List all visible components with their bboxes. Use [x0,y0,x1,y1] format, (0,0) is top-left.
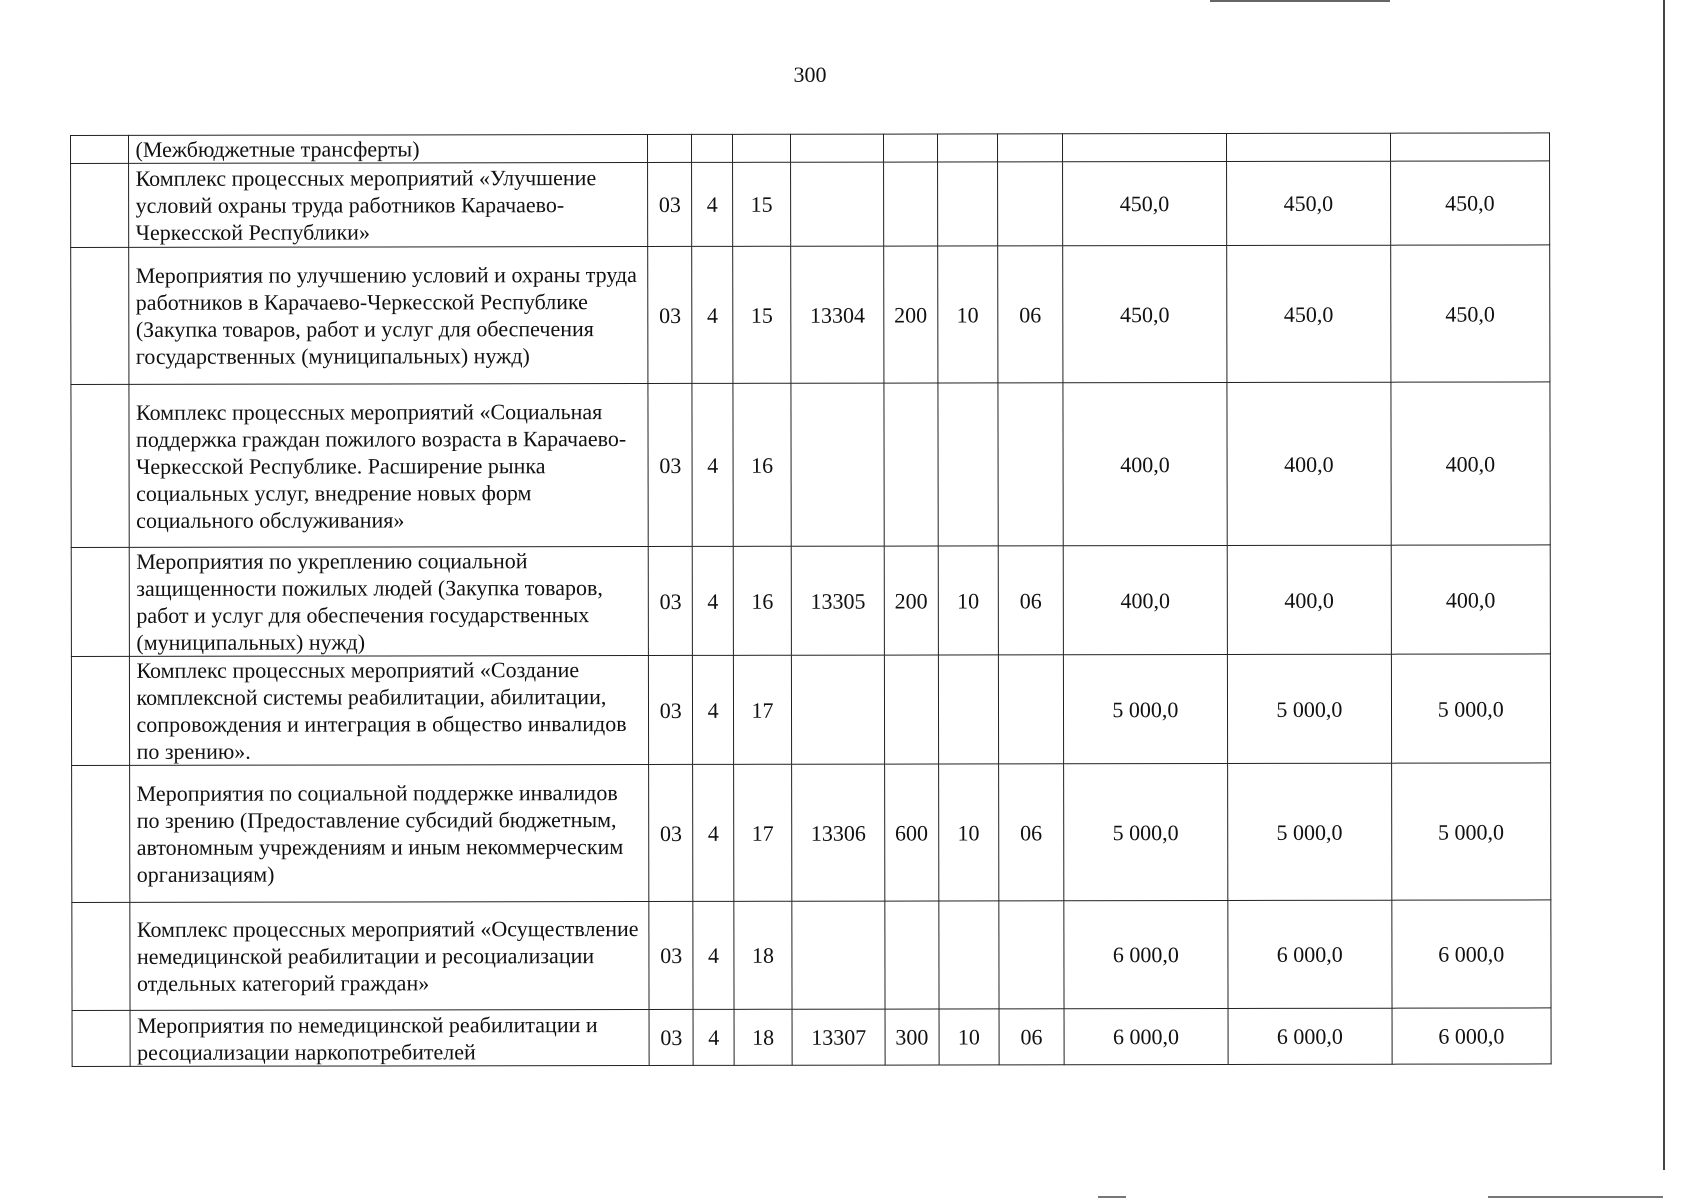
cell-code-expense: 600 [885,764,939,901]
cell-code-target: 13306 [792,764,885,901]
cell-code-1: 03 [648,655,693,764]
cell-code-section [937,134,998,162]
cell-code-3: 18 [734,1009,793,1065]
cell-empty [71,547,129,656]
cell-amount-3: 5 000,0 [1391,654,1551,763]
cell-amount-3: 400,0 [1390,382,1550,545]
cell-code-1: 03 [649,1009,693,1065]
cell-code-2: 4 [693,901,734,1009]
table-row [71,161,1550,248]
cell-code-2: 4 [693,546,734,655]
cell-code-2: 4 [692,383,733,546]
cell-code-target: 13305 [792,546,885,655]
cell-code-expense: 200 [884,546,938,655]
cell-code-3: 17 [733,655,792,764]
cell-code-subsection [999,901,1064,1009]
scan-right-edge [1663,0,1665,1170]
cell-code-2: 4 [693,1009,733,1065]
cell-amount-3: 450,0 [1390,161,1550,245]
cell-amount-2: 6 000,0 [1228,900,1392,1008]
cell-code-3: 17 [733,764,792,901]
cell-empty [71,135,129,163]
cell-empty [72,1010,130,1066]
cell-description: Комплекс процессных мероприятий «Улучшение условий охраны труда работников Карачаево-Черкесской Республики» [128,162,648,247]
scan-bottom-mark [1488,1196,1663,1198]
cell-empty [71,247,129,384]
cell-code-target: 13307 [792,1009,885,1065]
cell-code-target [792,901,885,1009]
cell-amount-2: 6 000,0 [1228,1008,1392,1064]
cell-amount-2: 400,0 [1227,545,1391,654]
cell-empty [72,765,130,902]
cell-amount-1: 6 000,0 [1063,900,1228,1008]
cell-description: Комплекс процессных мероприятий «Создание комплексной системы реабилитации, абилитации, сопровождения и интеграция в общество инвалидов по зрению». [129,655,649,765]
cell-code-2: 4 [693,655,734,764]
cell-code-subsection: 06 [999,764,1064,901]
cell-code-target [791,134,884,162]
cell-code-target [792,655,885,764]
cell-code-3: 15 [732,246,791,383]
cell-code-section [938,655,999,764]
cell-amount-2 [1227,133,1390,161]
cell-code-expense [884,134,938,162]
cell-code-1: 03 [649,901,694,1009]
cell-empty [71,656,129,765]
cell-empty [71,163,129,247]
cell-code-subsection [998,162,1063,246]
cell-code-2: 4 [692,162,732,246]
table-row [71,245,1550,385]
cell-empty [72,902,130,1010]
cell-code-target [791,162,884,246]
cell-amount-1 [1062,133,1226,161]
cell-code-3: 16 [733,546,792,655]
cell-code-1 [648,134,692,162]
cell-description: Мероприятия по социальной поддержке инвалидов по зрению (Предоставление субсидий бюджетным, автономным учреждениям и иным некоммерческим организациям) [129,764,649,902]
scan-bottom-mark [1098,1196,1126,1198]
cell-description: Мероприятия по укреплению социальной защищенности пожилых людей (Закупка товаров, работ и услуг для обеспечения государственных (муниципальных) нужд) [129,546,649,656]
cell-code-section: 10 [939,1009,1000,1065]
cell-code-target [791,383,884,546]
cell-code-section [937,162,998,246]
cell-code-target: 13304 [791,246,884,383]
cell-code-expense [884,162,938,246]
cell-code-subsection: 06 [999,1009,1064,1065]
cell-amount-3: 6 000,0 [1392,1008,1552,1064]
cell-amount-1: 400,0 [1063,382,1228,545]
cell-code-3: 16 [733,383,792,546]
cell-code-subsection [999,655,1064,764]
scan-top-rule [1210,0,1390,2]
cell-amount-3: 450,0 [1390,245,1550,382]
cell-description: Комплекс процессных мероприятий «Социальная поддержка граждан пожилого возраста в Карачаево-Черкесской Республике. Расширение рынка социальных услуг, внедрение новых форм социального обслуживания» [128,383,648,547]
cell-code-3 [732,134,791,162]
cell-empty [71,384,129,547]
cell-code-expense: 200 [884,246,938,383]
cell-amount-2: 450,0 [1227,161,1391,245]
table-row [71,545,1550,657]
cell-code-1: 03 [648,246,693,383]
cell-code-1: 03 [648,383,693,546]
cell-code-expense: 300 [885,1009,939,1065]
cell-code-1: 03 [649,764,694,901]
cell-amount-2: 5 000,0 [1228,763,1392,900]
table-row [71,382,1550,548]
cell-code-subsection [998,383,1063,546]
page-number: 300 [793,62,827,87]
table-row [72,900,1551,1011]
cell-code-section: 10 [938,764,999,901]
cell-code-subsection [998,134,1063,162]
cell-code-section: 10 [938,546,999,655]
cell-code-subsection: 06 [998,546,1063,655]
cell-amount-3: 5 000,0 [1391,763,1551,900]
cell-code-1: 03 [648,162,693,246]
cell-amount-1: 450,0 [1062,245,1227,382]
cell-description: Комплекс процессных мероприятий «Осуществление немедицинской реабилитации и ресоциализации отдельных категорий граждан» [129,901,649,1010]
cell-code-expense [885,901,939,1009]
cell-code-expense [884,383,938,546]
cell-description: Мероприятия по немедицинской реабилитации и ресоциализации наркопотребителей [130,1009,650,1066]
cell-code-section [937,383,998,546]
cell-code-expense [885,655,939,764]
cell-amount-1: 5 000,0 [1063,763,1228,900]
cell-code-subsection: 06 [998,246,1063,383]
cell-amount-2: 5 000,0 [1228,654,1392,763]
cell-code-2 [692,134,732,162]
cell-amount-3 [1390,133,1550,161]
cell-amount-1: 6 000,0 [1064,1008,1229,1064]
budget-table [70,132,1552,1067]
cell-amount-1: 450,0 [1062,161,1227,245]
table-row [71,133,1550,164]
cell-amount-2: 400,0 [1227,382,1391,545]
cell-code-section [938,901,999,1009]
cell-amount-3: 400,0 [1391,545,1551,654]
cell-description: (Межбюджетные трансферты) [128,134,648,163]
table-body [71,133,1552,1067]
cell-code-1: 03 [648,546,693,655]
cell-description: Мероприятия по улучшению условий и охраны труда работников в Карачаево-Черкесской Республике (Закупка товаров, работ и услуг для обеспечения государственных (муниципальных) нужд) [128,246,648,384]
table-row [71,654,1550,766]
cell-code-3: 18 [734,901,793,1009]
cell-amount-2: 450,0 [1227,245,1391,382]
cell-amount-1: 400,0 [1063,545,1228,654]
cell-amount-1: 5 000,0 [1063,654,1228,763]
cell-code-2: 4 [692,246,733,383]
table-row [72,763,1551,903]
cell-code-section: 10 [937,246,998,383]
cell-code-2: 4 [693,764,734,901]
cell-amount-3: 6 000,0 [1391,900,1551,1008]
table-row [72,1008,1551,1067]
cell-code-3: 15 [732,162,791,246]
